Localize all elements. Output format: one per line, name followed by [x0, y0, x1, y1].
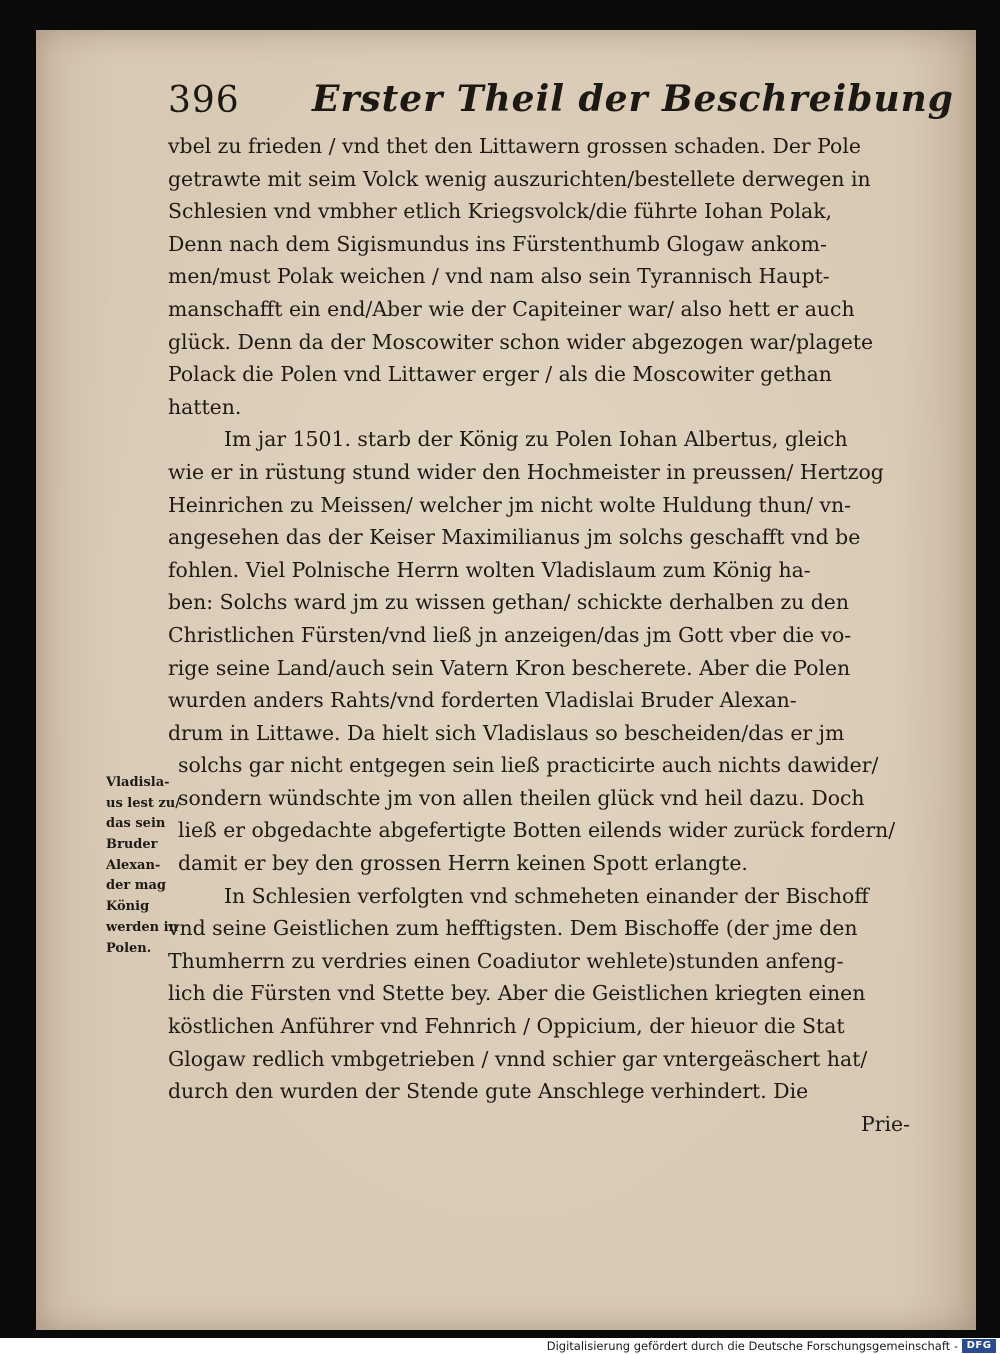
- text-line: glück. Denn da der Moscowiter schon wider abgezogen war/plagete: [168, 329, 874, 354]
- footer-credit-bar: [0, 1338, 1000, 1354]
- catchword: Prie-: [861, 1111, 910, 1136]
- paragraph-start-line: Im jar 1501. starb der König zu Polen Iohan Albertus, gleich: [224, 427, 848, 452]
- text-line: drum in Littawe. Da hielt sich Vladislaus so bescheiden/das er jm: [168, 720, 845, 745]
- text-line: damit er bey den grossen Herrn keinen Spott erlangte.: [178, 851, 748, 876]
- text-line: solchs gar nicht entgegen sein ließ practicirte auch nichts dawider/: [178, 753, 879, 778]
- text-line: durch den wurden der Stende gute Anschlege verhindert. Die: [168, 1079, 809, 1104]
- marginal-note: [106, 773, 200, 959]
- marginal-note-line: Vladisla-: [106, 775, 170, 790]
- text-line: rige seine Land/auch sein Vatern Kron bescherete. Aber die Polen: [168, 655, 851, 680]
- text-line: vnd seine Geistlichen zum hefftigsten. Dem Bischoffe (der jme den: [168, 916, 858, 941]
- text-line: lich die Fürsten vnd Stette bey. Aber die Geistlichen kriegten einen: [168, 981, 866, 1006]
- running-title: Erster Theil der Beschreibung: [312, 78, 954, 120]
- marginal-note-line: Polen.: [106, 940, 152, 956]
- page-number: 396: [168, 80, 240, 121]
- text-line: Christlichen Fürsten/vnd ließ jn anzeigen/das jm Gott vber die vo-: [168, 622, 852, 647]
- text-line: Glogaw redlich vmbgetrieben / vnnd schier gar vntergeäschert hat/: [168, 1046, 868, 1071]
- marginal-note-line: werden in: [106, 919, 179, 935]
- text-line: angesehen das der Keiser Maximilianus jm solchs geschafft vnd be: [168, 525, 861, 550]
- text-line: Thumherrn zu verdries einen Coadiutor wehlete)stunden anfeng-: [168, 948, 844, 973]
- text-line: köstlichen Anführer vnd Fehnrich / Oppicium, der hieuor die Stat: [168, 1014, 845, 1039]
- text-line: getrawte mit seim Volck wenig auszurichten/bestellete derwegen in: [168, 166, 871, 191]
- footer-credit-text: Digitalisierung gefördert durch die Deutsche Forschungsgemeinschaft -: [546, 1339, 958, 1353]
- marginal-note-line: König: [106, 899, 150, 915]
- dfg-logo: DFG: [962, 1339, 996, 1353]
- text-line: fohlen. Viel Polnische Herrn wolten Vladislaum zum König ha-: [168, 557, 811, 582]
- text-line: hatten.: [168, 394, 242, 419]
- marginal-note-line: Bruder: [106, 837, 158, 853]
- text-line: wie er in rüstung stund wider den Hochmeister in preussen/ Hertzog: [168, 459, 884, 484]
- text-line: men/must Polak weichen / vnd nam also sein Tyrannisch Haupt-: [168, 264, 830, 289]
- text-line: Polack die Polen vnd Littawer erger / als die Moscowiter gethan: [168, 362, 832, 387]
- marginal-note-line: das sein: [106, 816, 166, 832]
- marginal-note-line: der mag: [106, 878, 167, 894]
- main-text-block: [168, 130, 910, 1140]
- text-line: Heinrichen zu Meissen/ welcher jm nicht wolte Huldung thun/ vn-: [168, 492, 851, 517]
- paragraph-start-line: In Schlesien verfolgten vnd schmeheten einander der Bischoff: [224, 883, 869, 908]
- marginal-note-line: us lest zu/: [106, 795, 180, 811]
- text-line: Schlesien vnd vmbher etlich Kriegsvolck/die führte Iohan Polak,: [168, 199, 833, 224]
- text-line: ben: Solchs ward jm zu wissen gethan/ schickte derhalben zu den: [168, 590, 850, 615]
- marginal-note-line: Alexan-: [106, 857, 161, 873]
- text-line: Denn nach dem Sigismundus ins Fürstenthumb Glogaw ankom-: [168, 231, 827, 256]
- text-line: sondern wündschte jm von allen theilen glück vnd heil dazu. Doch: [178, 785, 865, 810]
- text-line: manschafft ein end/Aber wie der Capiteiner war/ also hett er auch: [168, 296, 855, 321]
- text-line: wurden anders Rahts/vnd forderten Vladislai Bruder Alexan-: [168, 688, 797, 713]
- text-line: vbel zu frieden / vnd thet den Littawern grossen schaden. Der Pole: [168, 134, 861, 158]
- text-line: ließ er obgedachte abgefertigte Botten eilends wider zurück fordern/: [178, 818, 896, 843]
